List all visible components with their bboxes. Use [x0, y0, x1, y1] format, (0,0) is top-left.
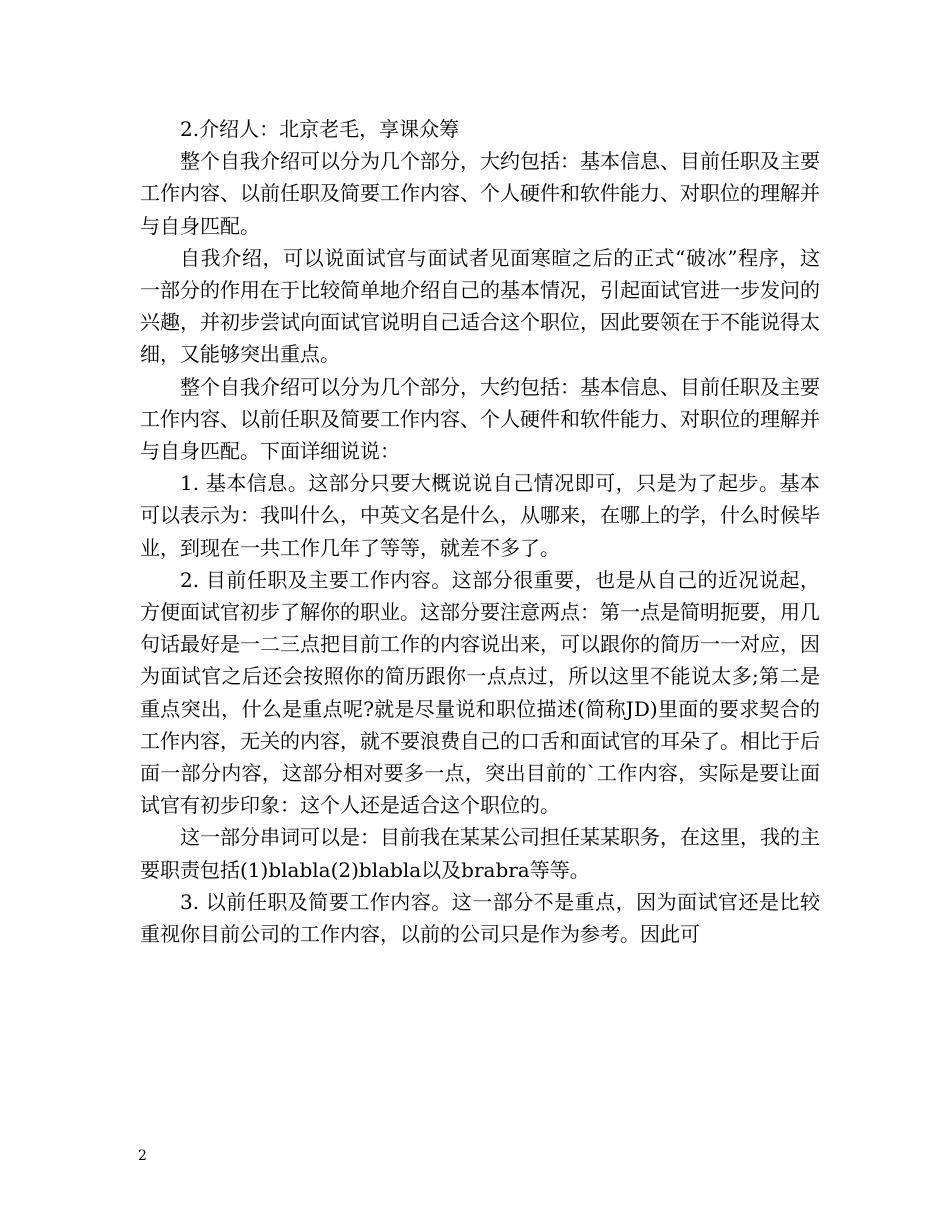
- paragraph-overview-repeat: 整个自我介绍可以分为几个部分，大约包括：基本信息、目前任职及主要工作内容、以前任职及简要工作内容、个人硬件和软件能力、对职位的理解并与自身匹配。下面详细说说：: [140, 374, 820, 464]
- page-number: 2: [138, 1148, 147, 1164]
- paragraph-current-job: 2. 目前任职及主要工作内容。这部分很重要，也是从自己的近况说起，方便面试官初步了解你的职业。这部分要注意两点：第一点是简明扼要，用几句话最好是一二三点把目前工作的内容说出来，可以跟你的简历一一对应，因为面试官之后还会按照你的简历跟你一点点过，所以这里不能说太多;第二是重点突出，什么是重点呢?就是尽量说和职位描述(简称JD)里面的要求契合的工作内容，无关的内容，就不要浪费自己的口舌和面试官的耳朵了。相比于后面一部分内容，这部分相对要多一点，突出目前的`工作内容，实际是要让面试官有初步印象：这个人还是适合这个职位的。: [140, 567, 820, 818]
- paragraph-script-example: 这一部分串词可以是：目前我在某某公司担任某某职务，在这里，我的主要职责包括(1)blabla(2)blabla以及brabra等等。: [140, 825, 820, 882]
- paragraph-self-intro-purpose: 自我介绍，可以说面试官与面试者见面寒暄之后的正式“破冰”程序，这一部分的作用在于比较简单地介绍自己的基本情况，引起面试官进一步发问的兴趣，并初步尝试向面试官说明自己适合这个职位，因此要领在于不能说得太细，又能够突出重点。: [140, 245, 820, 367]
- paragraph-previous-job: 3. 以前任职及简要工作内容。这一部分不是重点，因为面试官还是比较重视你目前公司的工作内容，以前的公司只是作为参考。因此可: [140, 889, 820, 947]
- document-body: [140, 113, 820, 950]
- paragraph-introducer: 2.介绍人：北京老毛，享课众筹: [180, 117, 460, 141]
- paragraph-overview: 整个自我介绍可以分为几个部分，大约包括：基本信息、目前任职及主要工作内容、以前任职及简要工作内容、个人硬件和软件能力、对职位的理解并与自身匹配。: [140, 149, 820, 238]
- paragraph-basic-info: 1. 基本信息。这部分只要大概说说自己情况即可，只是为了起步。基本可以表示为：我叫什么，中英文名是什么，从哪来，在哪上的学，什么时候毕业，到现在一共工作几年了等等，就差不多了。: [140, 471, 820, 560]
